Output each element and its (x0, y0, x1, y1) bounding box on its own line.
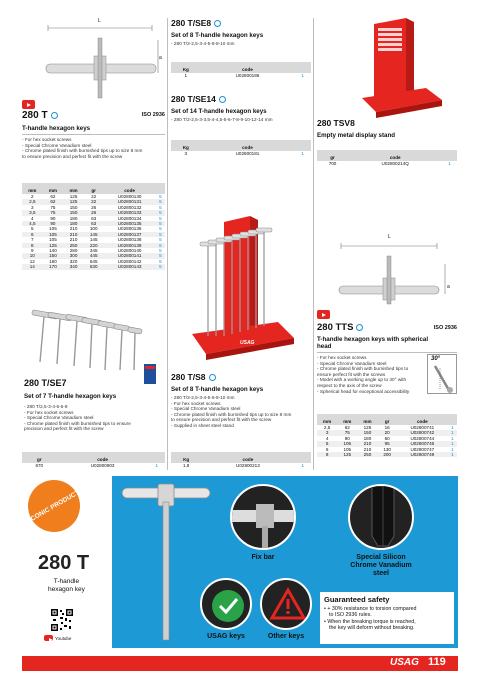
table-row: 2,5 62 125 22 U02800131 5 (22, 199, 165, 204)
section-280tsv8 (317, 118, 457, 139)
tts-drawing (317, 242, 457, 312)
steel-label: Special Silicon Chrome Vanadium steel (350, 554, 412, 577)
features: - For hex socket screws - Special Chrome Vanadium steel - Chrome plated finish with burnished tips up to size 8 mm to ensure precision and perfect fit with the screw (22, 137, 143, 159)
features: - 280 T/2,5-3-4-5-6-8 - For hex socket screws - Special Chrome Vanadium steel - Chrome plated finish with burnished tips to ensure precision and perfect fit with the screw (24, 404, 131, 432)
youtube-icon[interactable] (22, 100, 35, 109)
table-row: 4 90 180 60 U02800744 1 (325, 435, 454, 441)
section-280t-s8 (171, 372, 311, 429)
ring-icon (214, 20, 221, 27)
section-280t-se7 (22, 300, 165, 470)
youtube-icon (44, 635, 53, 641)
product-title: Set of 7 T-handle hexagon keys (24, 393, 117, 400)
table-280tsv8: gr code 700 U02800214Q 1 (317, 150, 457, 166)
fix-bar-label: Fix bar (251, 554, 275, 561)
column-divider (313, 18, 314, 470)
section-280t (22, 18, 165, 178)
table-280t-se7: gr code 670 U02800903 1 (22, 452, 165, 468)
youtube-icon[interactable] (317, 310, 330, 319)
table-row: 10 150 300 445 U02800141 5 (22, 253, 165, 258)
table-row: 4 90 180 63 U02800134 5 (31, 215, 162, 221)
iconic-badge: ICONIC PRODUCT (28, 480, 80, 532)
table-280t: mm mm mm gr code 2 62 125 22 U02800130 5 2,5 62 125 22 U02800131 5 3 75 150 26 U02800132 5 3,5 75 150 26 U02800133 5 4 90 180 63 U02800134 5 4,5 90 180 63 U02800135 5 5 105 210 100 U02800136 5 6 105 210 145 U02800137 5 7 105 210 145 U02800138 5 8 125 250 220 U02800139 5 9 140 280 345 U02800140 5 10 150 300 445 U02800141 5 12 160 320 645 U02800142 5 14 170 340 630 U02800143 5 (22, 183, 165, 270)
angle-inset (427, 354, 457, 394)
table-row: 14 170 340 630 U02800143 5 (22, 264, 165, 269)
table-row: 5 105 210 100 U02800136 5 (31, 226, 162, 232)
usag-keys-circle (200, 578, 252, 630)
dim-a-label: a (447, 284, 450, 290)
column-divider (167, 18, 168, 470)
se7-keys-image (26, 304, 156, 386)
product-title: T-handle hexagon keys with spherical head (317, 336, 429, 350)
table-280t-s8: Kg code 1,8 U02800213 1 (171, 452, 311, 468)
sizes: - 280 T/2-2,5-3-3,5-4-4,5-5-6-7-8-9-10-12-14 mm (171, 117, 273, 122)
dim-l-label: L (98, 18, 101, 24)
angle-label: 30° (431, 356, 441, 362)
table-row: 9 140 280 345 U02800140 5 (31, 248, 162, 254)
iso-label: ISO 2936 (141, 112, 165, 118)
divider (22, 134, 165, 135)
product-code: 280 T/SE14 (171, 94, 216, 104)
product-code: 280 T (22, 110, 48, 121)
page-number: 119 (428, 656, 446, 668)
qr-code[interactable] (50, 608, 74, 632)
product-title: Empty metal display stand (317, 132, 396, 139)
product-code: 280 TSV8 (317, 118, 355, 128)
section-280t-se14 (171, 94, 311, 123)
ring-icon (219, 96, 226, 103)
dim-a-label: a (159, 55, 162, 61)
table-row: 2,5 62 125 16 U02800741 1 (323, 425, 454, 430)
other-keys-circle (260, 578, 312, 630)
iconic-desc: T-handle hexagon key (48, 578, 85, 593)
table-row: 8 125 250 220 U02800139 5 (22, 243, 165, 248)
features: - 280 T/2-2,5-3-4-5-6-8-10 mm - For hex socket screws - Special Chrome Vanadium steel - Chrome plated finish with burnished tips up to size 8 mm to ensure precision and perfect fit with the screw - Supplied in sheet steel stand (171, 395, 292, 428)
ring-icon (209, 374, 216, 381)
product-title: Set of 8 T-handle hexagon keys (171, 32, 264, 39)
divider (317, 352, 457, 353)
product-code: 280 T/S8 (171, 372, 206, 382)
fix-bar-circle (230, 484, 296, 550)
product-title: Set of 8 T-handle hexagon keys (171, 386, 264, 393)
dim-l-label: L (388, 234, 391, 240)
table-row: 12 160 320 645 U02800142 5 (29, 258, 162, 264)
product-code: 280 TTS (317, 322, 354, 333)
table-row: 4,5 90 180 63 U02800135 5 (22, 221, 165, 226)
table-row: 3 75 150 20 U02800742 1 (317, 430, 457, 435)
product-code: 280 T/SE7 (24, 378, 67, 388)
table-row: 3,5 75 150 26 U02800133 5 (22, 210, 165, 215)
product-code: 280 T/SE8 (171, 18, 212, 28)
t-handle-drawing (22, 18, 165, 103)
table-row: 6 105 210 145 U02800137 5 (22, 232, 165, 237)
table-row: 8 125 250 200 U02800749 1 (317, 452, 457, 457)
youtube-link[interactable]: Youtube (44, 635, 71, 641)
table-row: 6 105 210 130 U02800747 1 (325, 446, 454, 452)
t-key-image (118, 482, 218, 642)
table-280t-se14: Kg code 3 U02800181 1 (171, 140, 311, 156)
other-keys-label: Other keys (267, 633, 305, 640)
table-280t-se8: Kg code 1 U02800186 1 (171, 62, 311, 78)
stand-brand: USAG (240, 340, 255, 346)
safety-bullets: • + 30% resistance to torsion compared to ISO 2936 rules. • When the breaking torque is reached, the key will deform without breaking. (324, 606, 417, 632)
table-row: 5 105 210 95 U02800746 1 (317, 441, 457, 446)
iconic-banner (22, 476, 458, 648)
safety-title: Guaranteed safety (324, 595, 390, 604)
empty-stand-image (362, 18, 452, 118)
product-title: Set of 14 T-handle hexagon keys (171, 108, 267, 115)
table-row: 3 75 150 26 U02800132 5 (31, 204, 162, 210)
iconic-code: 280 T (38, 552, 90, 574)
footer-brand: USAG (390, 657, 419, 668)
safety-box (320, 592, 454, 644)
usag-keys-label: USAG keys (207, 633, 245, 640)
sizes: - 280 T/2-2,5-3-4-5-6-8-10 mm (171, 41, 235, 46)
steel-circle (348, 484, 414, 550)
iso-label: ISO 2936 (433, 325, 457, 331)
section-280t-se8 (171, 18, 311, 47)
table-row: 2 62 125 22 U02800130 5 (31, 194, 162, 199)
table-280tts: mm mm mm gr code 2,5 62 125 16 U02800741 1 3 75 150 20 U02800742 1 4 90 180 60 U02800744 1 5 105 210 95 U02800746 1 6 105 210 130 U02800747 1 8 125 250 200 U02800749 1 (317, 414, 457, 457)
table-row: 7 105 210 145 U02800138 5 (31, 237, 162, 243)
ring-icon (356, 324, 363, 331)
product-title: T-handle hexagon keys (22, 125, 91, 132)
features: - For hex socket screws - Special Chrome Vanadium steel - Chrome plated finish with burnished tips to ensure perfect fit with the screws - Model with a working angle up to 30° with respect to the axis of the screw - Spherical head for exceptional accessibility (317, 355, 410, 394)
ring-icon (51, 112, 58, 119)
